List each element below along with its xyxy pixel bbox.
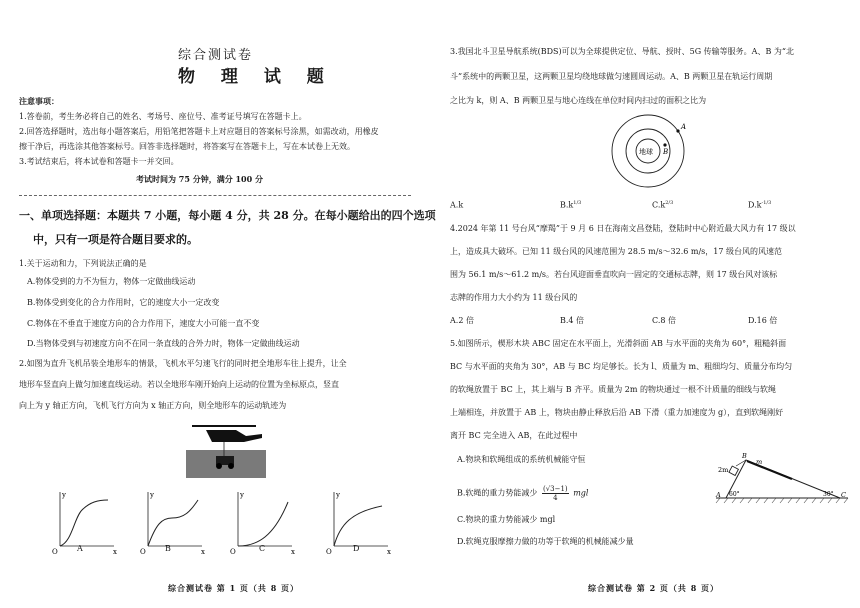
q1-option: A.物体受到的力不为恒力，物体一定做曲线运动 — [27, 277, 196, 286]
angle-a-label: 60° — [729, 491, 740, 498]
q1-option: D.当物体受到与初速度方向不在同一条直线的合外力时，物体一定做曲线运动 — [27, 339, 300, 348]
origin-label: O — [230, 548, 236, 556]
q4-line: 志牌的作用力大小约为 11 级台风的 — [450, 293, 578, 302]
note-line: 擦干净后，再选涂其他答案标号。回答非选择题时，将答案写在答题卡上，写在本试卷上无效。 — [19, 142, 355, 151]
y-axis-label: y — [240, 491, 244, 499]
y-axis-label: y — [336, 491, 340, 499]
q3-option-a: A.k — [450, 200, 464, 210]
q5-line: 离开 BC 完全进入 AB，在此过程中 — [450, 431, 578, 440]
y-axis-label: y — [150, 491, 154, 499]
satellite-b-dot — [663, 143, 666, 146]
q2-line: 地形车竖直向上做匀加速直线运动。若以全地形车刚开始向上运动的位置为坐标原点，竖直 — [19, 380, 339, 389]
q5-line: BC 与水平面的夹角为 30°，AB 与 BC 均足够长。长为 l、质量为 m、粗细均匀、质量分布均匀 — [450, 362, 793, 371]
q4-option-c: C.8 倍 — [652, 316, 677, 325]
exam-time-line: 考试时间为 75 分钟，满分 100 分 — [136, 174, 263, 184]
page-footer: 综合测试卷 第 2 页（共 8 页） — [588, 583, 720, 593]
graph-label-d: D — [353, 544, 360, 553]
wedge-diagram — [712, 450, 852, 510]
x-axis-label: x — [201, 548, 205, 556]
q2-line: 2.如图为直升飞机吊装全地形车的情景，飞机水平匀速飞行的同时把全地形车往上提升，让全 — [19, 359, 347, 368]
q5-option-b: B.软绳的重力势能减少 $\frac{(√3-1)}{4}$ mgl — [457, 485, 589, 502]
vertex-a-label: A — [716, 491, 721, 499]
x-axis-label: x — [387, 548, 391, 556]
vehicle-wheel — [228, 463, 234, 469]
q4-option-d: D.16 倍 — [748, 316, 778, 325]
q3-option-c: $C.k^{2/3}$ — [652, 200, 674, 210]
graph-label-b: B — [165, 544, 171, 553]
q3-option-d: $D.k^{-1/3}$ — [748, 200, 772, 210]
block-2m — [729, 466, 738, 475]
satellite-b-label: B — [663, 148, 669, 156]
rope-label: m — [756, 458, 763, 466]
q2-line: 向上为 y 轴正方向，飞机飞行方向为 x 轴正方向，则全地形车的运动轨迹为 — [19, 401, 287, 410]
angle-c-label: 30° — [823, 491, 834, 498]
x-axis-label: x — [113, 548, 117, 556]
header-subtitle: 综合测试卷 — [178, 48, 254, 63]
y-axis-label: y — [62, 491, 66, 499]
curve-d — [334, 506, 382, 546]
mass-label: 2m — [718, 466, 729, 474]
vertex-c-label: C — [841, 491, 846, 499]
soft-rope — [747, 461, 792, 479]
graph-label-a: A — [77, 544, 83, 553]
satellite-a-label: A — [681, 123, 687, 131]
helicopter-photo — [186, 420, 266, 478]
q4-line: 上，造成具大破坏。已知 11 级台风的风速范围为 28.5 m/s～32.6 m/s，17 级台风的风速范 — [450, 247, 783, 256]
q5-line: 上端相连，并放置于 AB 上，物块由静止释放后沿 AB 下滑（重力加速度为 g），直到软绳刚好 — [450, 408, 784, 417]
origin-label: O — [326, 548, 332, 556]
q4-line: 围为 56.1 m/s～61.2 m/s。若台风迎面垂直吹向一固定的交通标志牌，则 17 级台风对该标 — [450, 270, 778, 279]
graph-b — [140, 491, 205, 556]
q4-option-a: A.2 倍 — [450, 316, 474, 325]
note-line: 1.答卷前，考生务必将自己的姓名、考场号、座位号、准考证号填写在答题卡上。 — [19, 112, 307, 121]
q3-line: 之比为 k，则 A、B 两颗卫星与地心连线在单位时间内扫过的面积之比为 — [450, 96, 707, 105]
q1-option: B.物体受到变化的合力作用时，它的速度大小一定改变 — [27, 298, 220, 307]
graph-a — [52, 491, 117, 556]
q5-option-c: C.物块的重力势能减少 mgl — [457, 515, 556, 524]
orbit-diagram — [602, 112, 696, 194]
note-line: 2.回答选择题时，选出每小题答案后，用铅笔把答题卡上对应题目的答案标号涂黑，如需改动，用橡皮 — [19, 127, 379, 136]
curve-c — [238, 502, 288, 546]
q5-option-d: D.软绳克服摩擦力做的功等于软绳的机械能减少量 — [457, 537, 634, 546]
fraction: $\frac{(√3-1)}{4}$ — [542, 485, 568, 502]
q4-option-b: B.4 倍 — [560, 316, 585, 325]
vertex-b-label: B — [742, 452, 747, 460]
vehicle-wheel — [216, 463, 222, 469]
origin-label: O — [52, 548, 58, 556]
earth-label: 地球 — [639, 148, 653, 156]
q4-line: 4.2024 年第 11 号台风“摩羯”于 9 月 6 日在海南文昌登陆，登陆时中心附近最大风力有 17 级以 — [450, 224, 796, 233]
notes-title: 注意事项： — [19, 96, 59, 106]
page-title: 物 理 试 题 — [178, 67, 334, 87]
curve-a — [60, 500, 108, 546]
q5-option-a: A.物块和软绳组成的系统机械能守恒 — [457, 455, 586, 464]
curve-b — [148, 500, 198, 546]
page-footer: 综合测试卷 第 1 页（共 8 页） — [168, 583, 300, 593]
q5-line: 的软绳放置于 BC 上，其上端与 B 齐平。质量为 2m 的物块通过一根不计质量的细线与软绳 — [450, 385, 776, 394]
note-line: 3.考试结束后，将本试卷和答题卡一并交回。 — [19, 157, 179, 166]
origin-label: O — [140, 548, 146, 556]
q1-option: C.物体在不垂直于速度方向的合力作用下，速度大小可能一直不变 — [27, 319, 260, 328]
ground-hatching — [716, 498, 848, 503]
divider — [19, 195, 411, 196]
q3-line: 3.我国北斗卫星导航系统(BDS)可以为全球提供定位、导航、授时、5G 传输等服务。A、B 为“北 — [450, 47, 794, 56]
exam-page-2 — [430, 0, 860, 608]
satellite-a-dot — [676, 129, 679, 132]
section-heading-cont: 中，只有一项是符合题目要求的。 — [33, 233, 198, 246]
q3-option-b: $B.k^{1/3}$ — [560, 200, 582, 210]
q1-stem: 1.关于运动和力，下列说法正确的是 — [19, 259, 147, 268]
q3-line: 斗”系统中的两颗卫星，这两颗卫星均绕地球做匀速圆周运动。A、B 两颗卫星在轨运行周期 — [450, 72, 773, 81]
graph-label-c: C — [259, 544, 266, 553]
q5-line: 5.如图所示，楔形木块 ABC 固定在水平面上，光滑斜面 AB 与水平面的夹角为 60°，粗糙斜面 — [450, 339, 787, 348]
section-heading: 一、单项选择题：本题共 7 小题，每小题 4 分，共 28 分。在每小题给出的四个选项 — [19, 209, 436, 222]
x-axis-label: x — [291, 548, 295, 556]
